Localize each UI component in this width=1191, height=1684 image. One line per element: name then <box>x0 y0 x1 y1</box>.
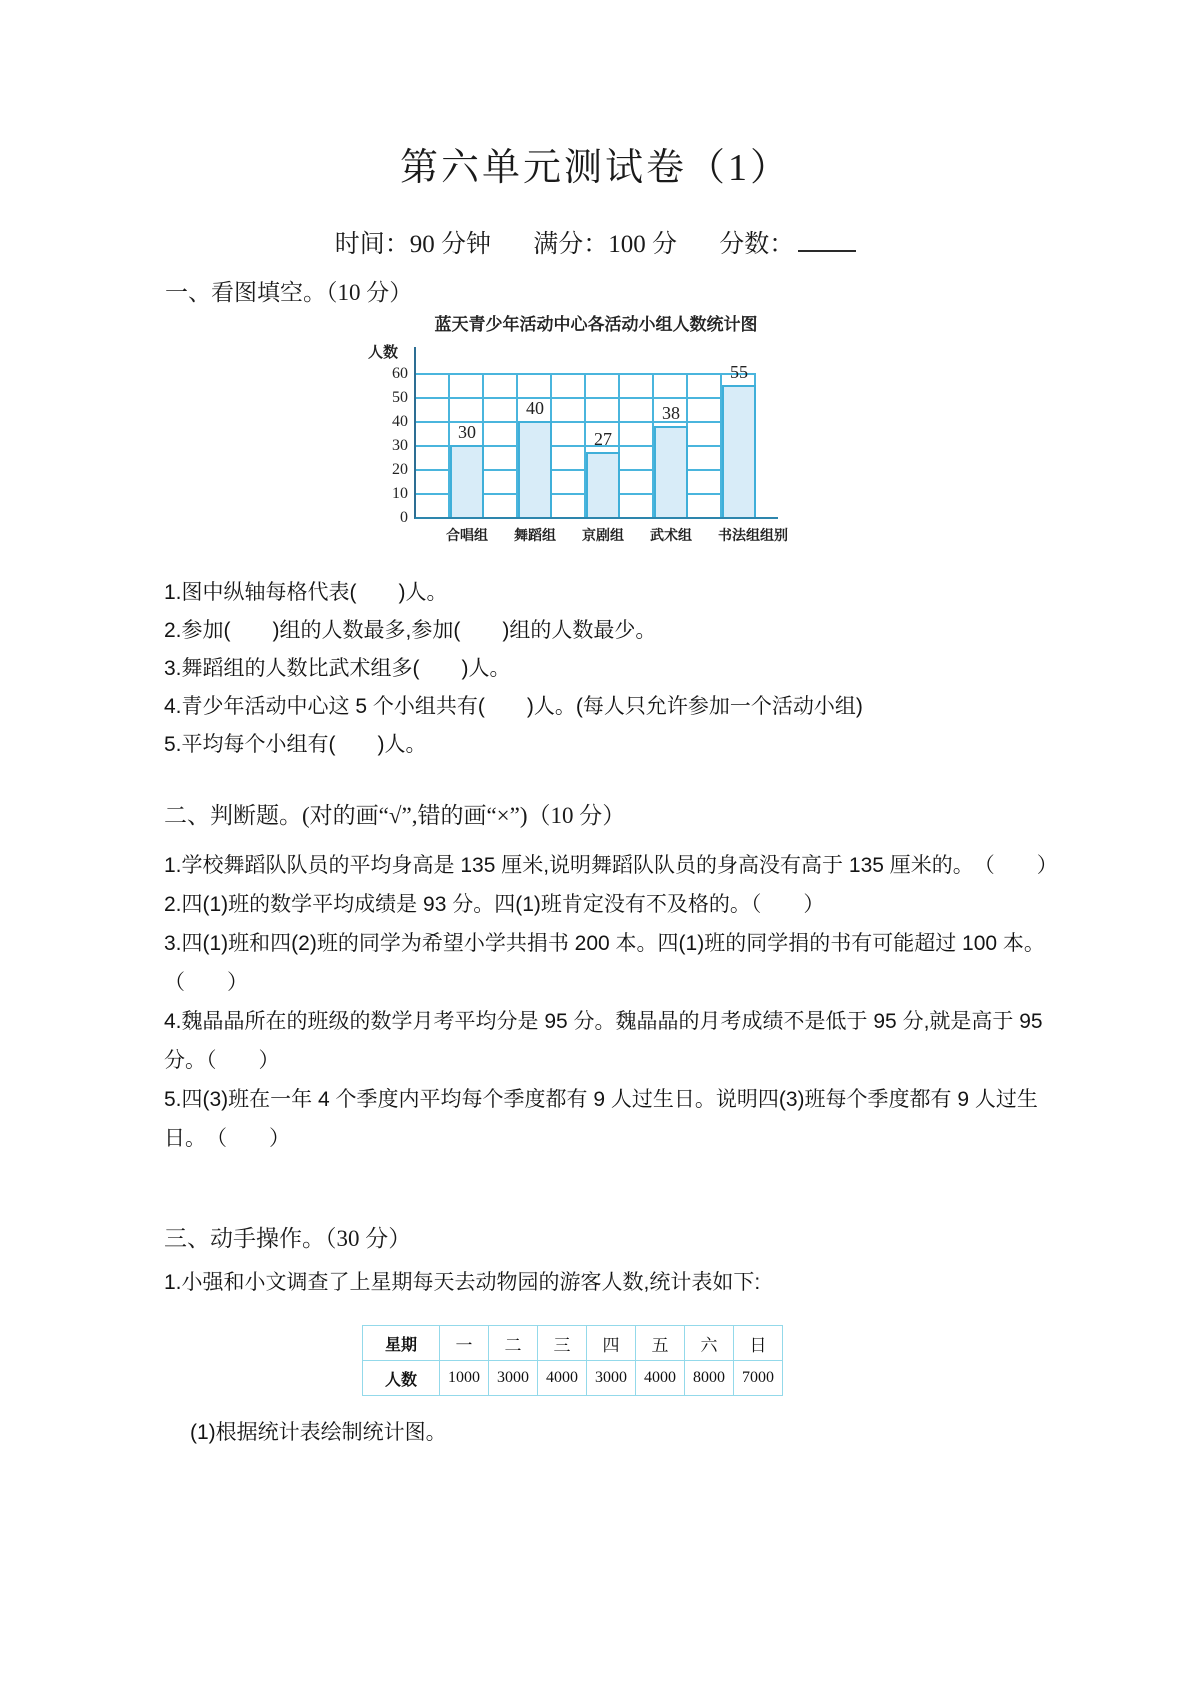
bar-value-label: 30 <box>458 422 476 442</box>
chart-title: 蓝天青少年活动中心各活动小组人数统计图 <box>434 315 758 334</box>
y-tick-label: 60 <box>392 365 408 382</box>
table-cell: 四 <box>587 1326 636 1361</box>
score-blank-line <box>798 246 856 252</box>
row-label-cell: 人数 <box>363 1361 440 1396</box>
table-cell: 4000 <box>538 1361 587 1396</box>
section-two-questions <box>164 846 1064 1158</box>
question: 3.四(1)班和四(2)班的同学为希望小学共捐书 200 本。四(1)班的同学捐的书有可能超过 100 本。 （ ） <box>164 932 1056 994</box>
table-cell: 4000 <box>636 1361 685 1396</box>
category-label: 京剧组 <box>582 527 624 543</box>
question: 1.图中纵轴每格代表( )人。 <box>164 581 448 604</box>
question: 5.四(3)班在一年 4 个季度内平均每个季度都有 9 人过生日。说明四(3)班每个季度都有 9 人过生日。 （ ） <box>164 1088 1038 1150</box>
meta-time: 时间：90 分钟 <box>334 231 491 258</box>
table-row <box>363 1361 783 1396</box>
table-cell: 8000 <box>685 1361 734 1396</box>
table-body <box>363 1326 783 1396</box>
section-one-questions <box>164 574 1064 764</box>
bar-value-label: 38 <box>662 402 680 423</box>
chart-bar <box>518 421 552 517</box>
meta-score-label: 分数： <box>719 231 795 258</box>
gridline-horizontal <box>416 373 756 375</box>
section-three <box>164 1220 1064 1450</box>
y-tick-label: 20 <box>392 461 408 478</box>
table-cell: 3000 <box>587 1361 636 1396</box>
question: 4.魏晶晶所在的班级的数学月考平均分是 95 分。魏晶晶的月考成绩不是低于 95 分,就是高于 95 分。（ ） <box>164 1010 1043 1072</box>
y-tick-label: 0 <box>400 509 408 526</box>
chart-x-axis-label: 组别 <box>760 527 788 543</box>
category-label: 舞蹈组 <box>514 527 556 543</box>
chart-bar <box>586 452 620 517</box>
chart-bar <box>722 385 756 517</box>
y-tick-label: 50 <box>392 389 408 406</box>
bar-value-label: 55 <box>730 362 748 382</box>
bar-value-label: 27 <box>594 429 612 450</box>
section-one-heading: 一、看图填空。（10 分） <box>165 280 413 305</box>
exam-meta <box>0 224 1191 260</box>
category-label: 武术组 <box>650 527 692 543</box>
table-cell: 六 <box>685 1326 734 1361</box>
row-label-cell: 星期 <box>363 1326 440 1361</box>
table-cell: 3000 <box>489 1361 538 1396</box>
y-tick-label: 30 <box>392 437 408 454</box>
table-cell: 日 <box>734 1326 783 1361</box>
chart-y-axis-label: 人数 <box>368 344 399 361</box>
question: 1.学校舞蹈队队员的平均身高是 135 厘米,说明舞蹈队队员的身高没有高于 135 厘米的。 （ ） <box>164 854 1058 877</box>
chart-bar <box>450 445 484 517</box>
visitor-statistics-table <box>362 1325 783 1396</box>
section-two-heading: 二、判断题。(对的画“√”,错的画“×”)（10 分） <box>164 803 626 828</box>
table-cell: 五 <box>636 1326 685 1361</box>
table-cell: 7000 <box>734 1361 783 1396</box>
section-two <box>164 797 1064 1158</box>
section-three-heading: 三、动手操作。（30 分） <box>164 1226 412 1251</box>
question: 2.四(1)班的数学平均成绩是 93 分。四(1)班肯定没有不及格的。（ ） <box>164 893 825 916</box>
sub-question: (1)根据统计表绘制统计图。 <box>190 1421 447 1444</box>
question: 3.舞蹈组的人数比武术组多( )人。 <box>164 657 511 680</box>
question: 5.平均每个小组有( )人。 <box>164 733 427 756</box>
table-cell: 二 <box>489 1326 538 1361</box>
bar-value-label: 40 <box>526 398 544 418</box>
table-row <box>363 1326 783 1361</box>
y-tick-label: 40 <box>392 413 408 430</box>
y-tick-label: 10 <box>392 485 408 502</box>
table-cell: 三 <box>538 1326 587 1361</box>
meta-full-score: 满分：100 分 <box>533 231 677 258</box>
chart-bar <box>654 426 688 517</box>
category-label: 合唱组 <box>446 527 488 543</box>
chart-plot <box>368 344 788 543</box>
table-cell: 一 <box>440 1326 489 1361</box>
question: 2.参加( )组的人数最多,参加( )组的人数最少。 <box>164 619 657 642</box>
category-label: 书法组 <box>718 527 760 543</box>
table-cell: 1000 <box>440 1361 489 1396</box>
bar-chart <box>350 310 810 543</box>
question: 4.青少年活动中心这 5 个小组共有( )人。(每人只允许参加一个活动小组) <box>164 695 863 718</box>
page-title: 第六单元测试卷（1） <box>399 147 791 189</box>
gridline-horizontal <box>416 397 756 399</box>
section-three-intro: 1.小强和小文调查了上星期每天去动物园的游客人数,统计表如下: <box>164 1271 761 1294</box>
